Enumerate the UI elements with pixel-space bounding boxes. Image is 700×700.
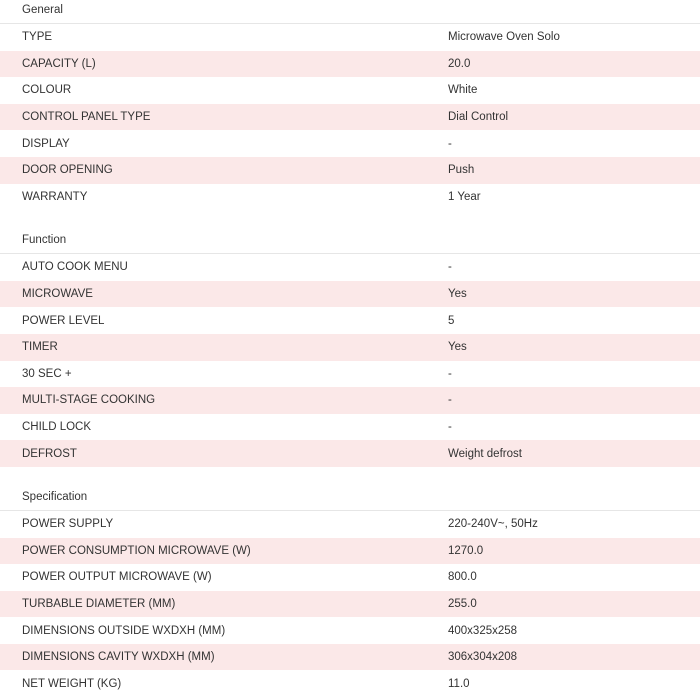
- spec-value: 11.0: [448, 677, 470, 690]
- spec-row: [0, 307, 700, 334]
- spec-value: 400x325x258: [448, 624, 518, 637]
- section-title: Function: [0, 230, 700, 254]
- spec-value: 5: [448, 314, 455, 327]
- spec-value: 1 Year: [448, 190, 481, 203]
- spec-row: [0, 414, 700, 441]
- spec-row: [0, 51, 700, 78]
- spec-value: 20.0: [448, 57, 471, 70]
- spec-row: [0, 387, 700, 414]
- spec-label: DIMENSIONS OUTSIDE WXDXH (MM): [22, 624, 226, 637]
- spec-label: MULTI-STAGE COOKING: [22, 394, 156, 407]
- spec-value: -: [448, 261, 452, 274]
- spec-label: TYPE: [22, 31, 53, 44]
- spec-value: 220-240V~, 50Hz: [448, 518, 538, 531]
- spec-value: -: [448, 421, 452, 434]
- spec-label: POWER LEVEL: [22, 314, 105, 327]
- spec-row: [0, 184, 700, 211]
- spec-row: [0, 24, 700, 51]
- spec-label: NET WEIGHT (KG): [22, 677, 122, 690]
- section-spacer: [0, 467, 700, 487]
- spec-label: DOOR OPENING: [22, 164, 113, 177]
- spec-label: TIMER: [22, 341, 58, 354]
- spec-value: -: [448, 394, 452, 407]
- spec-row: [0, 130, 700, 157]
- spec-row: [0, 77, 700, 104]
- spec-label: MICROWAVE: [22, 288, 93, 301]
- spec-value: 306x304x208: [448, 651, 518, 664]
- section-title: Specification: [0, 487, 700, 511]
- spec-label: 30 SEC +: [22, 367, 72, 380]
- spec-value: Weight defrost: [448, 447, 522, 460]
- spec-value: Microwave Oven Solo: [448, 31, 560, 44]
- spec-value: Dial Control: [448, 111, 509, 124]
- spec-value: 255.0: [448, 597, 477, 610]
- spec-row: [0, 511, 700, 538]
- section-general: [0, 0, 700, 210]
- spec-row: [0, 361, 700, 388]
- spec-row: [0, 591, 700, 618]
- spec-label: DISPLAY: [22, 137, 70, 150]
- spec-label: TURBABLE DIAMETER (MM): [22, 597, 176, 610]
- spec-row: [0, 617, 700, 644]
- spec-label: POWER OUTPUT MICROWAVE (W): [22, 571, 212, 584]
- spec-row: [0, 104, 700, 131]
- spec-value: -: [448, 137, 452, 150]
- spec-label: CHILD LOCK: [22, 421, 92, 434]
- spec-row: [0, 334, 700, 361]
- spec-label: DIMENSIONS CAVITY WXDXH (MM): [22, 651, 215, 664]
- spec-row: [0, 564, 700, 591]
- section-specification: [0, 487, 700, 697]
- spec-value: Push: [448, 164, 475, 177]
- spec-label: POWER SUPPLY: [22, 518, 114, 531]
- spec-label: POWER CONSUMPTION MICROWAVE (W): [22, 544, 251, 557]
- spec-row: [0, 254, 700, 281]
- section-title: General: [0, 0, 700, 24]
- spec-label: COLOUR: [22, 84, 72, 97]
- spec-row: [0, 157, 700, 184]
- spec-row: [0, 281, 700, 308]
- section-function: [0, 230, 700, 467]
- spec-label: AUTO COOK MENU: [22, 261, 128, 274]
- spec-value: Yes: [448, 288, 467, 301]
- section-spacer: [0, 210, 700, 230]
- spec-value: Yes: [448, 341, 467, 354]
- spec-value: White: [448, 84, 478, 97]
- spec-value: -: [448, 367, 452, 380]
- spec-row: [0, 538, 700, 565]
- spec-label: CAPACITY (L): [22, 57, 96, 70]
- spec-label: WARRANTY: [22, 190, 88, 203]
- spec-row: [0, 644, 700, 671]
- spec-value: 800.0: [448, 571, 477, 584]
- spec-value: 1270.0: [448, 544, 484, 557]
- spec-label: CONTROL PANEL TYPE: [22, 111, 151, 124]
- spec-row: [0, 440, 700, 467]
- spec-label: DEFROST: [22, 447, 77, 460]
- spec-row: [0, 670, 700, 697]
